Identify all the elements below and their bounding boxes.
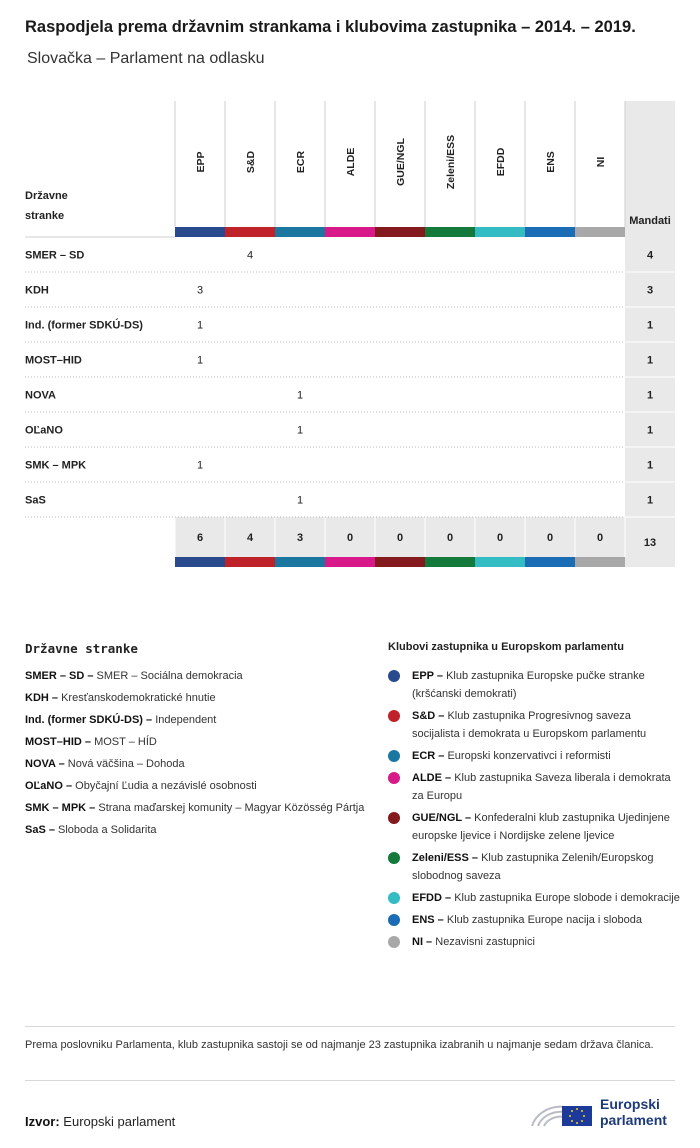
group-color-dot-icon [388,750,400,762]
group-legend-name: Nezavisni zastupnici [435,936,535,948]
column-color-bar [575,227,625,237]
party-legend-abbr: SMK – MPK – [25,802,96,814]
group-legend [388,641,680,955]
column-total-value: 0 [346,532,354,544]
party-legend-name: Sloboda a Solidarita [58,824,157,836]
page-title: Raspodjela prema državnim strankama i klubovima zastupnika – 2014. – 2019. [25,18,636,36]
party-legend-name: MOST – HÍD [94,736,157,748]
party-legend-item [25,799,365,817]
table-cell-value: 1 [296,424,304,437]
column-color-bar [575,557,625,567]
party-legend-name: Independent [155,714,217,726]
column-header-label: NI [595,156,607,168]
group-legend-item [388,809,680,845]
party-legend-abbr: KDH – [25,692,59,704]
table-cell-value: 1 [196,319,204,332]
party-legend-item [25,667,365,685]
row-total-value: 1 [646,424,654,437]
party-legend-abbr: MOST–HID – [25,736,92,748]
column-total-value: 0 [546,532,554,544]
column-total-value: 0 [596,532,604,544]
column-header-label: EFDD [495,147,507,177]
logo-line-2: parlament [600,1112,667,1128]
party-legend-item [25,733,365,751]
group-legend-name: Klub zastupnika Progresivnog saveza socijalista i demokrata u Europskom parlamentu [412,710,647,740]
row-header-label: Državne [25,190,68,202]
parliament-hemicycle-icon [528,1090,598,1130]
group-legend-abbr: ALDE – [412,772,452,784]
group-legend-name: Klub zastupnika Europske pučke stranke (kršćanski demokrati) [412,670,645,700]
column-header-label: ALDE [345,147,357,177]
column-color-bar [525,557,575,567]
group-legend-abbr: EPP – [412,670,443,682]
group-legend-abbr: GUE/NGL – [412,812,472,824]
party-legend-abbr: SaS – [25,824,55,836]
page-subtitle: Slovačka – Parlament na odlasku [27,50,265,67]
group-legend-abbr: EFDD – [412,892,452,904]
column-total-value: 0 [446,532,454,544]
table-cell-value: 3 [196,284,204,297]
column-header-label: ECR [295,150,307,174]
logo-line-1: Europski [600,1096,660,1112]
column-color-bar [425,227,475,237]
column-total-value: 6 [196,532,204,544]
group-color-dot-icon [388,936,400,948]
group-color-dot-icon [388,892,400,904]
party-legend-abbr: SMER – SD – [25,670,94,682]
column-color-bar [375,227,425,237]
row-total-value: 3 [646,284,654,297]
group-legend-item [388,747,680,765]
party-legend [25,641,365,843]
group-legend-abbr: Zeleni/ESS – [412,852,479,864]
group-legend-name: Klub zastupnika Europe slobode i demokracije [454,892,680,904]
column-header-label: Zeleni/ESS [445,134,457,190]
party-legend-list [25,667,365,839]
group-legend-abbr: S&D – [412,710,445,722]
row-party-label: OĽaNO [25,424,63,437]
group-color-dot-icon [388,670,400,682]
column-color-bar [275,227,325,237]
column-total-value: 4 [246,532,254,544]
party-legend-abbr: NOVA – [25,758,65,770]
row-header-label: stranke [25,210,65,222]
column-color-bar [325,557,375,567]
grand-total-value: 13 [643,537,657,549]
column-header-label: S&D [245,150,257,174]
column-color-bar [425,557,475,567]
group-legend-item [388,849,680,885]
row-total-value: 4 [646,249,654,262]
row-total-value: 1 [646,494,654,507]
group-legend-item [388,889,680,907]
footnote: Prema poslovniku Parlamenta, klub zastupnika sastoji se od najmanje 23 zastupnika izabranih u najmanje sedam država članica. [25,1039,654,1051]
group-legend-name: Klub zastupnika Europe nacija i sloboda [446,914,642,926]
row-party-label: Ind. (former SDKÚ-DS) [25,319,143,332]
group-legend-name: Europski konzervativci i reformisti [447,750,611,762]
column-color-bar [225,557,275,567]
party-legend-name: SMER – Sociálna demokracia [96,670,243,682]
party-legend-item [25,711,365,729]
column-color-bar [375,557,425,567]
column-color-bar [175,557,225,567]
row-total-value: 1 [646,319,654,332]
row-party-label: MOST–HID [25,354,82,367]
column-total-value: 3 [296,532,304,544]
group-legend-name: Klub zastupnika Saveza liberala i demokrata za Europu [412,772,671,802]
group-legend-abbr: ECR – [412,750,445,762]
group-color-dot-icon [388,710,400,722]
source-label: Izvor: [25,1114,60,1129]
party-legend-name: Nová väčšina – Dohoda [67,758,185,770]
table-cell-value: 1 [196,354,204,367]
column-total-value: 0 [496,532,504,544]
column-color-bar [525,227,575,237]
table-cell-value: 1 [196,459,204,472]
column-color-bar [275,557,325,567]
mandati-header-label: Mandati [629,215,671,227]
party-legend-item [25,821,365,839]
row-total-value: 1 [646,389,654,402]
column-color-bar [325,227,375,237]
column-header-label: ENS [545,151,557,173]
group-legend-item [388,933,680,951]
row-party-label: NOVA [25,389,56,402]
row-party-label: SaS [25,494,46,507]
party-legend-item [25,755,365,773]
group-legend-name: Klub zastupnika Zelenih/Europskog slobodnog saveza [412,852,654,882]
european-parliament-logo [528,1090,678,1130]
row-total-value: 1 [646,459,654,472]
group-color-dot-icon [388,852,400,864]
party-legend-title: Državne stranke [25,641,138,656]
divider [25,1080,675,1081]
group-legend-title: Klubovi zastupnika u Europskom parlamentu [388,641,624,653]
source-value: Europski parlament [63,1114,176,1129]
party-legend-item [25,777,365,795]
group-color-dot-icon [388,772,400,784]
group-color-dot-icon [388,914,400,926]
party-legend-item [25,689,365,707]
table-cell-value: 1 [296,494,304,507]
source-line [25,1114,175,1129]
group-legend-name: Konfederalni klub zastupnika Ujedinjene europske ljevice i Nordijske zelene ljevice [412,812,670,842]
group-legend-item [388,667,680,703]
group-legend-item [388,911,680,929]
party-legend-abbr: Ind. (former SDKÚ-DS) – [25,714,153,726]
divider [25,1026,675,1027]
group-legend-abbr: NI – [412,936,433,948]
column-color-bar [175,227,225,237]
column-color-bar [475,227,525,237]
row-party-label: KDH [25,284,49,297]
party-legend-name: Obyčajní Ľudia a nezávislé osobnosti [75,780,257,792]
party-legend-name: Strana maďarskej komunity – Magyar Közösség Pártja [98,802,365,814]
column-header-label: GUE/NGL [395,138,407,186]
row-total-value: 1 [646,354,654,367]
party-legend-name: Kresťanskodemokratické hnutie [61,692,216,704]
group-legend-item [388,707,680,743]
table-cell-value: 1 [296,389,304,402]
party-legend-abbr: OĽaNO – [25,780,73,792]
column-total-value: 0 [396,532,404,544]
table-cell-value: 4 [246,249,254,262]
column-color-bar [475,557,525,567]
group-legend-item [388,769,680,805]
row-party-label: SMER – SD [25,249,85,262]
logo-text [600,1096,667,1128]
group-legend-list [388,667,680,951]
group-color-dot-icon [388,812,400,824]
column-color-bar [225,227,275,237]
row-party-label: SMK – MPK [25,459,87,472]
group-legend-abbr: ENS – [412,914,444,926]
column-header-label: EPP [195,151,207,173]
